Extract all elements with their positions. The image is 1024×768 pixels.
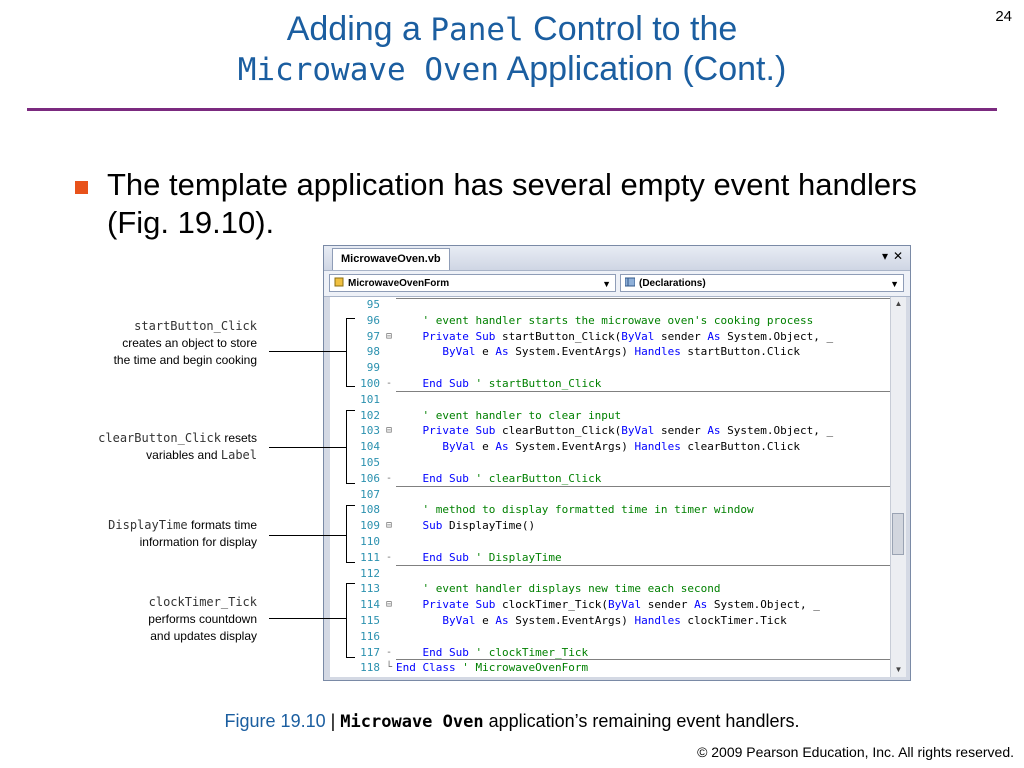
code-line[interactable] — [330, 439, 892, 455]
outline-marker: - — [386, 472, 393, 484]
outline-marker: - — [386, 378, 393, 389]
class-name-dropdown[interactable]: MicrowaveOvenForm ▼ — [329, 274, 616, 292]
line-number: 114 — [360, 598, 380, 612]
code-text: ByVal e As System.EventArgs) Handles startButton.Click — [442, 345, 801, 359]
bullet-marker — [75, 181, 88, 194]
code-line[interactable] — [330, 660, 892, 676]
callout-leader-line — [269, 535, 346, 536]
code-line[interactable] — [330, 645, 892, 661]
line-number: 111 — [360, 550, 380, 564]
code-line[interactable] — [330, 297, 892, 313]
code-text: End Sub ' startButton_Click — [422, 377, 602, 390]
callout-leader-line — [269, 618, 346, 619]
code-text: Sub DisplayTime() — [422, 519, 536, 533]
chevron-down-icon: ▼ — [890, 279, 899, 289]
code-text: End Sub ' DisplayTime — [422, 550, 562, 564]
collapse-icon[interactable]: ⊟ — [386, 425, 393, 437]
line-number: 109 — [360, 519, 380, 533]
code-area[interactable] — [330, 297, 892, 677]
navigation-bar — [324, 271, 910, 297]
code-line[interactable] — [330, 581, 892, 597]
line-number: 95 — [366, 298, 380, 311]
vertical-scrollbar[interactable] — [890, 297, 906, 677]
code-text: End Class ' MicrowaveOvenForm — [396, 661, 589, 675]
code-text: ' event handler displays new time each second — [422, 582, 721, 596]
line-number: 101 — [360, 392, 380, 406]
collapse-icon[interactable]: ⊟ — [386, 330, 393, 342]
collapse-icon[interactable]: ⊟ — [386, 599, 393, 611]
code-text: ' method to display formatted time in timer window — [422, 503, 754, 517]
code-line[interactable] — [330, 376, 892, 392]
copyright-notice: © 2009 Pearson Education, Inc. All rights reserved. — [697, 744, 1014, 760]
scroll-thumb[interactable] — [892, 513, 904, 555]
line-number: 107 — [360, 487, 380, 501]
code-line[interactable] — [330, 613, 892, 629]
line-number: 112 — [360, 566, 380, 580]
callout-bracket — [346, 505, 355, 563]
code-text: ByVal e As System.EventArgs) Handles clockTimer.Tick — [442, 614, 787, 627]
declarations-icon — [625, 276, 635, 286]
tab-bar — [324, 246, 910, 271]
code-text: Private Sub clearButton_Click(ByVal sender As System.Object, _ — [422, 424, 834, 438]
code-line[interactable] — [330, 534, 892, 550]
chevron-down-icon: ▼ — [602, 279, 611, 289]
code-line[interactable] — [330, 408, 892, 424]
title-divider — [27, 108, 997, 111]
code-line[interactable] — [330, 313, 892, 329]
code-line[interactable] — [330, 455, 892, 471]
tab-menu-icon[interactable]: ▾ — [881, 249, 888, 263]
outline-marker: - — [386, 551, 393, 563]
line-number: 97 — [366, 329, 380, 343]
code-text: ' event handler to clear input — [422, 408, 622, 422]
code-line[interactable] — [330, 550, 892, 566]
code-line[interactable] — [330, 502, 892, 518]
class-icon — [334, 276, 344, 286]
code-line[interactable] — [330, 566, 892, 582]
callout-clock-timer: clockTimer_Tick performs countdown and updates display — [148, 595, 257, 643]
figure-label: Figure 19.10 — [224, 711, 326, 731]
page-number: 24 — [995, 8, 1012, 25]
outline-marker: └ — [386, 662, 393, 674]
line-number: 99 — [366, 361, 380, 375]
code-line[interactable] — [330, 360, 892, 376]
callout-bracket — [346, 318, 355, 387]
line-number: 104 — [360, 440, 380, 454]
line-number: 117 — [360, 645, 380, 659]
outline-marker: - — [386, 646, 393, 658]
line-number: 118 — [360, 661, 380, 675]
code-editor-window — [323, 245, 911, 681]
title-line-1: Adding a Panel Control to the — [286, 10, 738, 48]
callout-leader-line — [269, 447, 346, 448]
line-number: 113 — [360, 582, 380, 596]
figure-caption: Figure 19.10 | Microwave Oven application’s remaining event handlers. — [224, 711, 800, 732]
code-line[interactable] — [330, 344, 892, 360]
procedure-separator — [396, 298, 892, 299]
code-line[interactable] — [330, 518, 892, 534]
title-code-panel: Panel — [430, 12, 524, 48]
line-number: 103 — [360, 424, 380, 438]
line-number: 96 — [366, 313, 380, 327]
callout-bracket — [346, 410, 355, 484]
code-line[interactable] — [330, 423, 892, 439]
tab-microwaveoven-vb[interactable]: MicrowaveOven.vb — [332, 248, 450, 270]
scroll-down-icon[interactable]: ▼ — [894, 665, 903, 674]
code-text: ByVal e As System.EventArgs) Handles clearButton.Click — [442, 440, 801, 454]
callout-bracket — [346, 583, 355, 658]
line-number: 108 — [360, 503, 380, 517]
code-line[interactable] — [330, 629, 892, 645]
code-line[interactable] — [330, 471, 892, 487]
code-text: ' event handler starts the microwave oven's cooking process — [422, 313, 814, 327]
title-code-app: Microwave Oven — [237, 52, 500, 88]
line-number: 100 — [360, 377, 380, 390]
callout-start-button: startButton_Click creates an object to store the time and begin cooking — [113, 319, 257, 367]
line-number: 110 — [360, 535, 380, 548]
line-number: 115 — [360, 614, 380, 627]
slide-title — [0, 10, 1024, 90]
collapse-icon[interactable]: ⊟ — [386, 520, 393, 532]
code-line[interactable] — [330, 597, 892, 613]
callout-leader-line — [269, 351, 346, 352]
line-number: 98 — [366, 345, 380, 359]
code-text: Private Sub startButton_Click(ByVal sender As System.Object, _ — [422, 329, 834, 343]
code-text: End Sub ' clockTimer_Tick — [422, 645, 589, 659]
line-number: 102 — [360, 408, 380, 422]
bullet-text: The template application has several empty event handlers (Fig. 19.10). — [107, 167, 917, 240]
code-line[interactable] — [330, 487, 892, 503]
title-line-2: Microwave Oven Application (Cont.) — [237, 50, 787, 88]
code-text: End Sub ' clearButton_Click — [422, 471, 602, 485]
code-line[interactable] — [330, 329, 892, 345]
close-icon[interactable]: ✕ — [892, 249, 903, 263]
callout-display-time: DisplayTime formats time information for display — [108, 518, 257, 549]
method-name-dropdown[interactable]: (Declarations) ▼ — [620, 274, 904, 292]
line-number: 106 — [360, 471, 380, 485]
line-number: 105 — [360, 456, 380, 469]
callout-clear-button: clearButton_Click resets variables and Label — [98, 431, 257, 462]
scroll-up-icon[interactable]: ▲ — [894, 299, 903, 308]
code-text: Private Sub clockTimer_Tick(ByVal sender As System.Object, _ — [422, 598, 820, 612]
code-line[interactable] — [330, 392, 892, 408]
line-number: 116 — [360, 629, 380, 643]
